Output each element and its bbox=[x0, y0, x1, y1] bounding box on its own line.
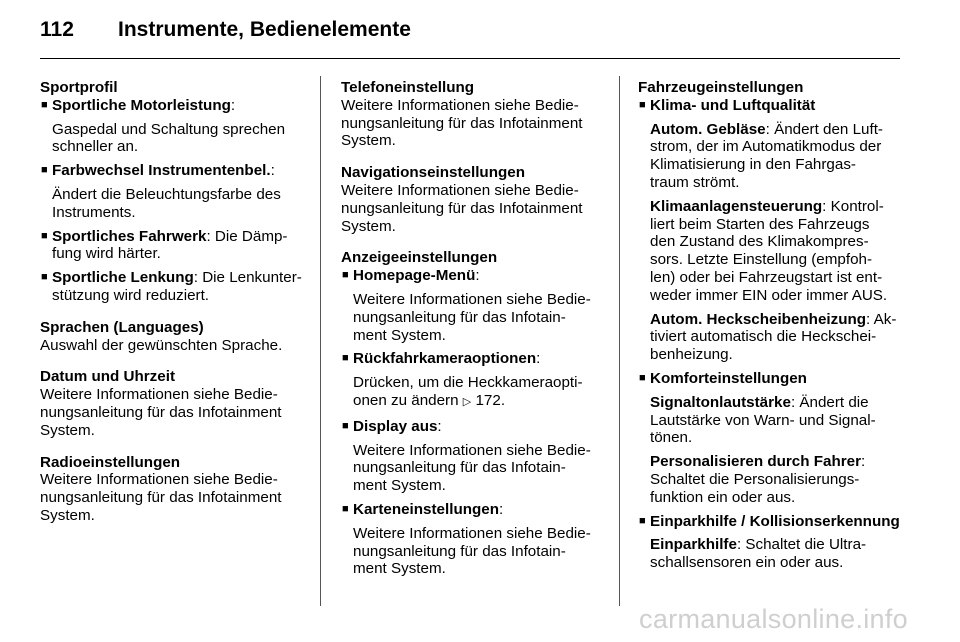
page-title: Instrumente, Bedienelemente bbox=[118, 18, 411, 41]
section-sprachen bbox=[40, 319, 308, 355]
item-label: Karteneinstellungen bbox=[353, 500, 499, 518]
section-heading: Fahrzeugeinstellungen bbox=[638, 79, 804, 96]
item-text: : Die Dämp- fung wird härter. bbox=[52, 227, 288, 263]
page-reference: 172. bbox=[475, 391, 506, 409]
item-description bbox=[353, 374, 606, 412]
entry-term: Autom. Gebläse bbox=[650, 120, 766, 138]
bullet-square-icon: ■ bbox=[41, 164, 48, 177]
entry bbox=[650, 121, 908, 192]
entry-term: Personalisieren durch Fahrer bbox=[650, 453, 862, 471]
section-heading: Telefoneinstellung bbox=[341, 79, 475, 96]
section-heading: Anzeigeeinstellungen bbox=[341, 249, 498, 267]
column-1 bbox=[40, 79, 308, 539]
list-item-klima bbox=[638, 97, 908, 115]
watermark: carmanualsonline.info bbox=[639, 604, 908, 634]
entry-text: : Ändert den Luft- strom, der im Automatikmodus der Klimatisierung in den Fahrgas- traum strömt. bbox=[650, 120, 883, 191]
section-heading: Radioeinstellungen bbox=[40, 453, 181, 471]
bullet-square-icon: ■ bbox=[639, 98, 646, 111]
list-item bbox=[341, 418, 606, 436]
list-item-einparkhilfe bbox=[638, 513, 908, 531]
item-suffix: : bbox=[536, 350, 541, 368]
entry-text: : Schaltet die Personalisierungs- funktion ein oder aus. bbox=[650, 453, 866, 506]
section-text: Auswahl der gewünschten Sprache. bbox=[40, 336, 283, 354]
item-description: Weitere Informationen siehe Bedie- nungsanleitung für das Infotain- ment System. bbox=[353, 441, 591, 495]
list-item bbox=[341, 350, 606, 368]
section-navigation bbox=[341, 164, 606, 235]
entry-term: Signaltonlautstärke bbox=[650, 393, 791, 411]
bullet-square-icon: ■ bbox=[342, 502, 349, 515]
list-item bbox=[341, 267, 606, 285]
item-description-text: Drücken, um die Heckkameraopti- onen zu ändern bbox=[353, 374, 583, 409]
entry-text: : Kontrol- liert beim Starten des Fahrzeugs den Zustand des Klimakompres- sors. Letzte Einstellung (empfoh- len) oder bei Fahrzeugstart ist ent- weder immer EIN oder immer AUS. bbox=[650, 197, 888, 304]
bullet-square-icon: ■ bbox=[41, 229, 48, 242]
item-suffix: : bbox=[499, 500, 504, 518]
column-3 bbox=[638, 79, 908, 578]
list-item bbox=[40, 228, 308, 264]
section-datum bbox=[40, 368, 308, 439]
entry bbox=[650, 311, 908, 364]
entry-text: : Ändert die Lautstärke von Warn- und Signal- tönen. bbox=[650, 393, 876, 447]
bullet-square-icon: ■ bbox=[342, 269, 349, 282]
item-description: Ändert die Beleuchtungsfarbe des Instruments. bbox=[52, 185, 281, 221]
page-header bbox=[40, 18, 411, 48]
item-label: Rückfahrkameraoptionen bbox=[353, 350, 537, 368]
item-label: Sportliche Motorleistung bbox=[52, 96, 231, 114]
column-divider-2 bbox=[619, 76, 620, 606]
entry-term: Einparkhilfe bbox=[650, 536, 737, 554]
list-item bbox=[40, 269, 308, 305]
column-divider-1 bbox=[320, 76, 321, 606]
item-text: : Die Lenkunter- stützung wird reduziert. bbox=[52, 269, 302, 304]
item-label: Farbwechsel Instrumentenbel. bbox=[52, 162, 271, 180]
section-text: Weitere Informationen siehe Bedie- nungsanleitung für das Infotainment System. bbox=[341, 96, 583, 150]
entry bbox=[650, 536, 908, 572]
item-suffix: : bbox=[475, 267, 480, 285]
entry-text: : Ak- tiviert automatisch die Heckschei- benheizung. bbox=[650, 310, 897, 364]
section-text: Weitere Informationen siehe Bedie- nungsanleitung für das Infotainment System. bbox=[40, 386, 282, 439]
list-item bbox=[40, 97, 308, 115]
section-heading: Datum und Uhrzeit bbox=[40, 368, 175, 386]
bullet-square-icon: ■ bbox=[639, 514, 646, 527]
entry bbox=[650, 453, 908, 506]
entry bbox=[650, 198, 908, 305]
item-description: Gaspedal und Schaltung sprechen schneller an. bbox=[52, 120, 286, 156]
bullet-square-icon: ■ bbox=[639, 371, 646, 384]
item-description: Weitere Informationen siehe Bedie- nungsanleitung für das Infotain- ment System. bbox=[353, 524, 591, 578]
item-label: Sportliches Fahrwerk bbox=[52, 227, 207, 245]
item-label: Komforteinstellungen bbox=[650, 369, 807, 387]
item-suffix: : bbox=[437, 417, 442, 435]
section-sportprofil bbox=[40, 79, 308, 305]
entry bbox=[650, 394, 908, 447]
entry-text: : Schaltet die Ultra- schallsensoren ein oder aus. bbox=[650, 536, 867, 572]
item-label: Display aus bbox=[353, 417, 438, 435]
list-item bbox=[341, 501, 606, 519]
list-item bbox=[40, 162, 308, 180]
column-2 bbox=[341, 79, 606, 592]
item-suffix: : bbox=[230, 96, 236, 114]
item-label: Homepage-Menü bbox=[353, 267, 476, 285]
entry-term: Autom. Heckscheibenheizung bbox=[650, 310, 867, 328]
item-label: Klima- und Luftqualität bbox=[650, 96, 816, 114]
list-item-komfort bbox=[638, 370, 908, 388]
section-text: Weitere Informationen siehe Bedie- nungsanleitung für das Infotainment System. bbox=[40, 471, 282, 524]
section-heading: Navigationseinstellungen bbox=[341, 164, 525, 182]
bullet-square-icon: ■ bbox=[41, 98, 48, 111]
section-text: Weitere Informationen siehe Bedie- nungsanleitung für das Infotainment System. bbox=[341, 181, 583, 235]
item-label: Sportliche Lenkung bbox=[52, 269, 194, 287]
section-heading: Sportprofil bbox=[40, 79, 118, 96]
section-telefon bbox=[341, 79, 606, 150]
bullet-square-icon: ■ bbox=[342, 419, 349, 432]
header-rule bbox=[40, 58, 900, 59]
item-suffix: : bbox=[270, 162, 275, 180]
entry-term: Klimaanlagensteuerung bbox=[650, 197, 823, 215]
item-description: Weitere Informationen siehe Bedie- nungsanleitung für das Infotain- ment System. bbox=[353, 290, 591, 344]
section-heading: Sprachen (Languages) bbox=[40, 318, 204, 336]
section-anzeige bbox=[341, 249, 606, 578]
item-label: Einparkhilfe / Kollisionserkennung bbox=[650, 512, 900, 530]
page-number: 112 bbox=[40, 18, 74, 41]
bullet-square-icon: ■ bbox=[342, 352, 349, 365]
bullet-square-icon: ■ bbox=[41, 271, 48, 284]
section-radio bbox=[40, 454, 308, 525]
reference-triangle-icon: ▷ bbox=[462, 395, 472, 408]
